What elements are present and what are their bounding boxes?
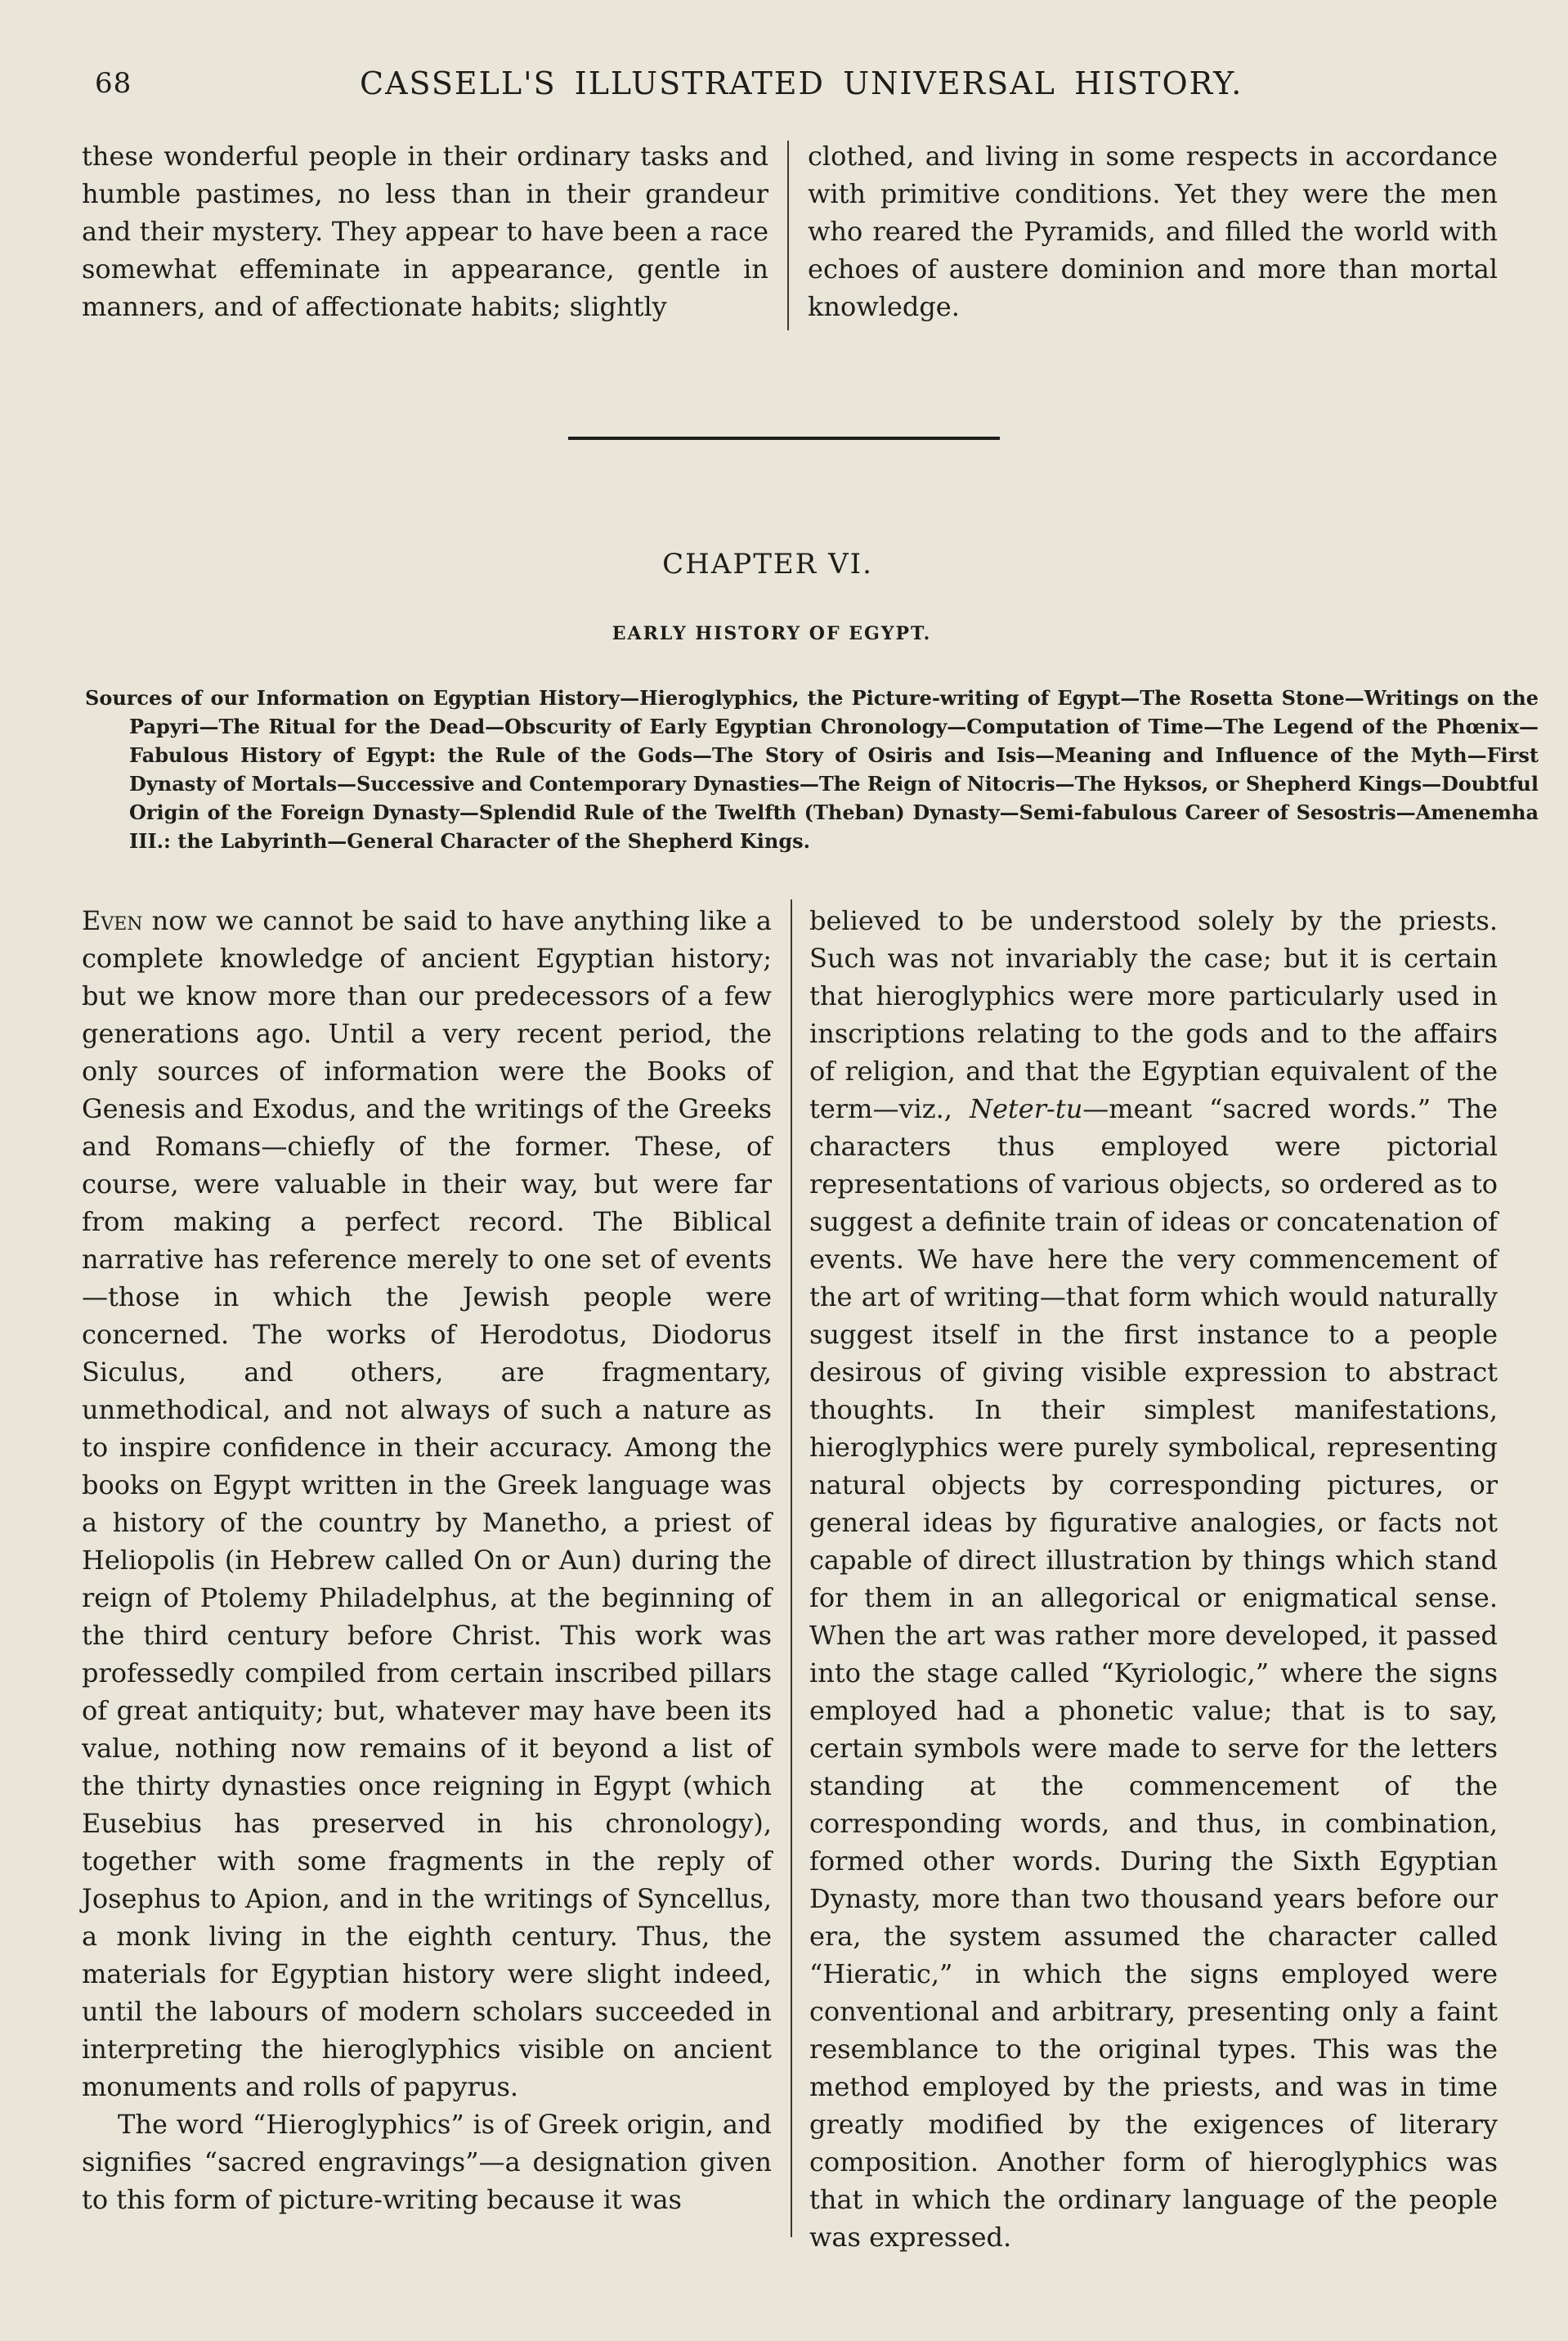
continued-paragraph-left: these wonderful people in their ordinary tasks and humble pastimes, no less than in their grandeur and their mystery. They appear to have been a race somewhat effeminate in appearance, gentle in manners, and of affectionate habits; slightly	[82, 141, 768, 322]
chapter-number: CHAPTER VI.	[662, 548, 873, 581]
chapter-synopsis: Sources of our Information on Egyptian History—Hieroglyphics, the Picture-writing of Egypt—The Rosetta Stone—Writings on the Papyri—The Ritual for the Dead—Obscurity of Early Egyptian Chronology—Computation of Time—The Legend of the Phœnix—Fabulous History of Egypt: the Rule of the Gods—The Story of Osiris and Isis—Meaning and Influence of the Myth—First Dynasty of Mortals—Successive and Contemporary Dynasties—The Reign of Nitocris—The Hyksos, or Shepherd Kings—Doubtful Origin of the Foreign Dynasty—Splendid Rule of the Twelfth (Theban) Dynasty—Semi-fabulous Career of Sesostris—Amenemha III.: the Labyrinth—General Character of the Shepherd Kings.	[85, 686, 1539, 853]
column-divider-main	[791, 899, 792, 2237]
continued-paragraph-right: clothed, and living in some respects in accordance with primitive conditions. Yet they were the men who reared the Pyramids, and filled the world with echoes of austere dominion and more than mortal knowledge.	[808, 141, 1498, 322]
paragraph-1-text: now we cannot be said to have anything like a complete knowledge of ancient Egyptian history; but we know more than our predecessors of a few generations ago. Until a very recent period, the only sources of information were the Books of Genesis and Exodus, and the writings of the Greeks and Romans—chiefly of the former. These, of course, were valuable in their way, but were far from making a perfect record. The Biblical narrative has reference merely to one set of events—those in which the Jewish people were concerned. The works of Herodotus, Diodorus Siculus, and others, are fragmentary, unmethodical, and not always of such a nature as to inspire confidence in their accuracy. Among the books on Egypt written in the Greek language was a history of the country by Manetho, a priest of Heliopolis (in Hebrew called On or Aun) during the reign of Ptolemy Philadelphus, at the beginning of the third century before Christ. This work was professedly compiled from certain inscribed pillars of great antiquity; but, whatever may have been its value, nothing now remains of it beyond a list of the thirty dynasties once reigning in Egypt (which Eusebius has preserved in his chronology), together with some fragments in the reply of Josephus to Apion, and in the writings of Syncellus, a monk living in the eighth century. Thus, the materials for Egyptian history were slight indeed, until the labours of modern scholars succeeded in interpreting the hieroglyphics visible on ancient monuments and rolls of papyrus.	[82, 905, 772, 2102]
continued-text-right-column	[808, 137, 1498, 325]
section-divider-rule	[568, 437, 1000, 440]
chapter-title: EARLY HISTORY OF EGYPT.	[612, 623, 932, 644]
main-left-column	[82, 902, 772, 2218]
running-title: CASSELL'S ILLUSTRATED UNIVERSAL HISTORY.	[360, 65, 1243, 101]
body-paragraph-3	[809, 902, 1498, 2256]
main-right-column	[809, 902, 1498, 2256]
column-divider-top	[787, 141, 789, 330]
body-paragraph-1	[82, 902, 772, 2106]
continued-text-left-column	[82, 137, 768, 325]
paragraph-3-text-before: believed to be understood solely by the priests. Such was not invariably the case; but it is certain that hieroglyphics were more particularly used in inscriptions relating to the gods and to the affairs of religion, and that the Egyptian equivalent of the term—viz.,	[809, 905, 1498, 1124]
page-number: 68	[95, 67, 132, 100]
body-paragraph-2: The word “Hieroglyphics” is of Greek origin, and signifies “sacred engravings”—a designation given to this form of picture-writing because it was	[82, 2109, 772, 2215]
lead-word: Even	[82, 905, 143, 936]
page-header	[82, 59, 1490, 108]
paragraph-3-italic-term: Neter-tu	[969, 1093, 1083, 1124]
paragraph-3-text-after: —meant “sacred words.” The characters thus employed were pictorial representations of various objects, so ordered as to suggest a definite train of ideas or concatenation of events. We have here the very commencement of the art of writing—that form which would naturally suggest itself in the first instance to a people desirous of giving visible expression to abstract thoughts. In their simplest manifestations, hieroglyphics were purely symbolical, representing natural objects by corresponding pictures, or general ideas by figurative analogies, or facts not capable of direct illustration by things which stand for them in an allegorical or enigmatical sense. When the art was rather more developed, it passed into the stage called “Kyriologic,” where the signs employed had a phonetic value; that is to say, certain symbols were made to serve for the letters standing at the commencement of the corresponding words, and thus, in combination, formed other words. During the Sixth Egyptian Dynasty, more than two thousand years before our era, the system assumed the character called “Hieratic,” in which the signs employed were conventional and arbitrary, presenting only a faint resemblance to the original types. This was the method employed by the priests, and was in time greatly modified by the exigences of literary composition. Another form of hieroglyphics was that in which the ordinary language of the people was expressed.	[809, 1093, 1498, 2253]
